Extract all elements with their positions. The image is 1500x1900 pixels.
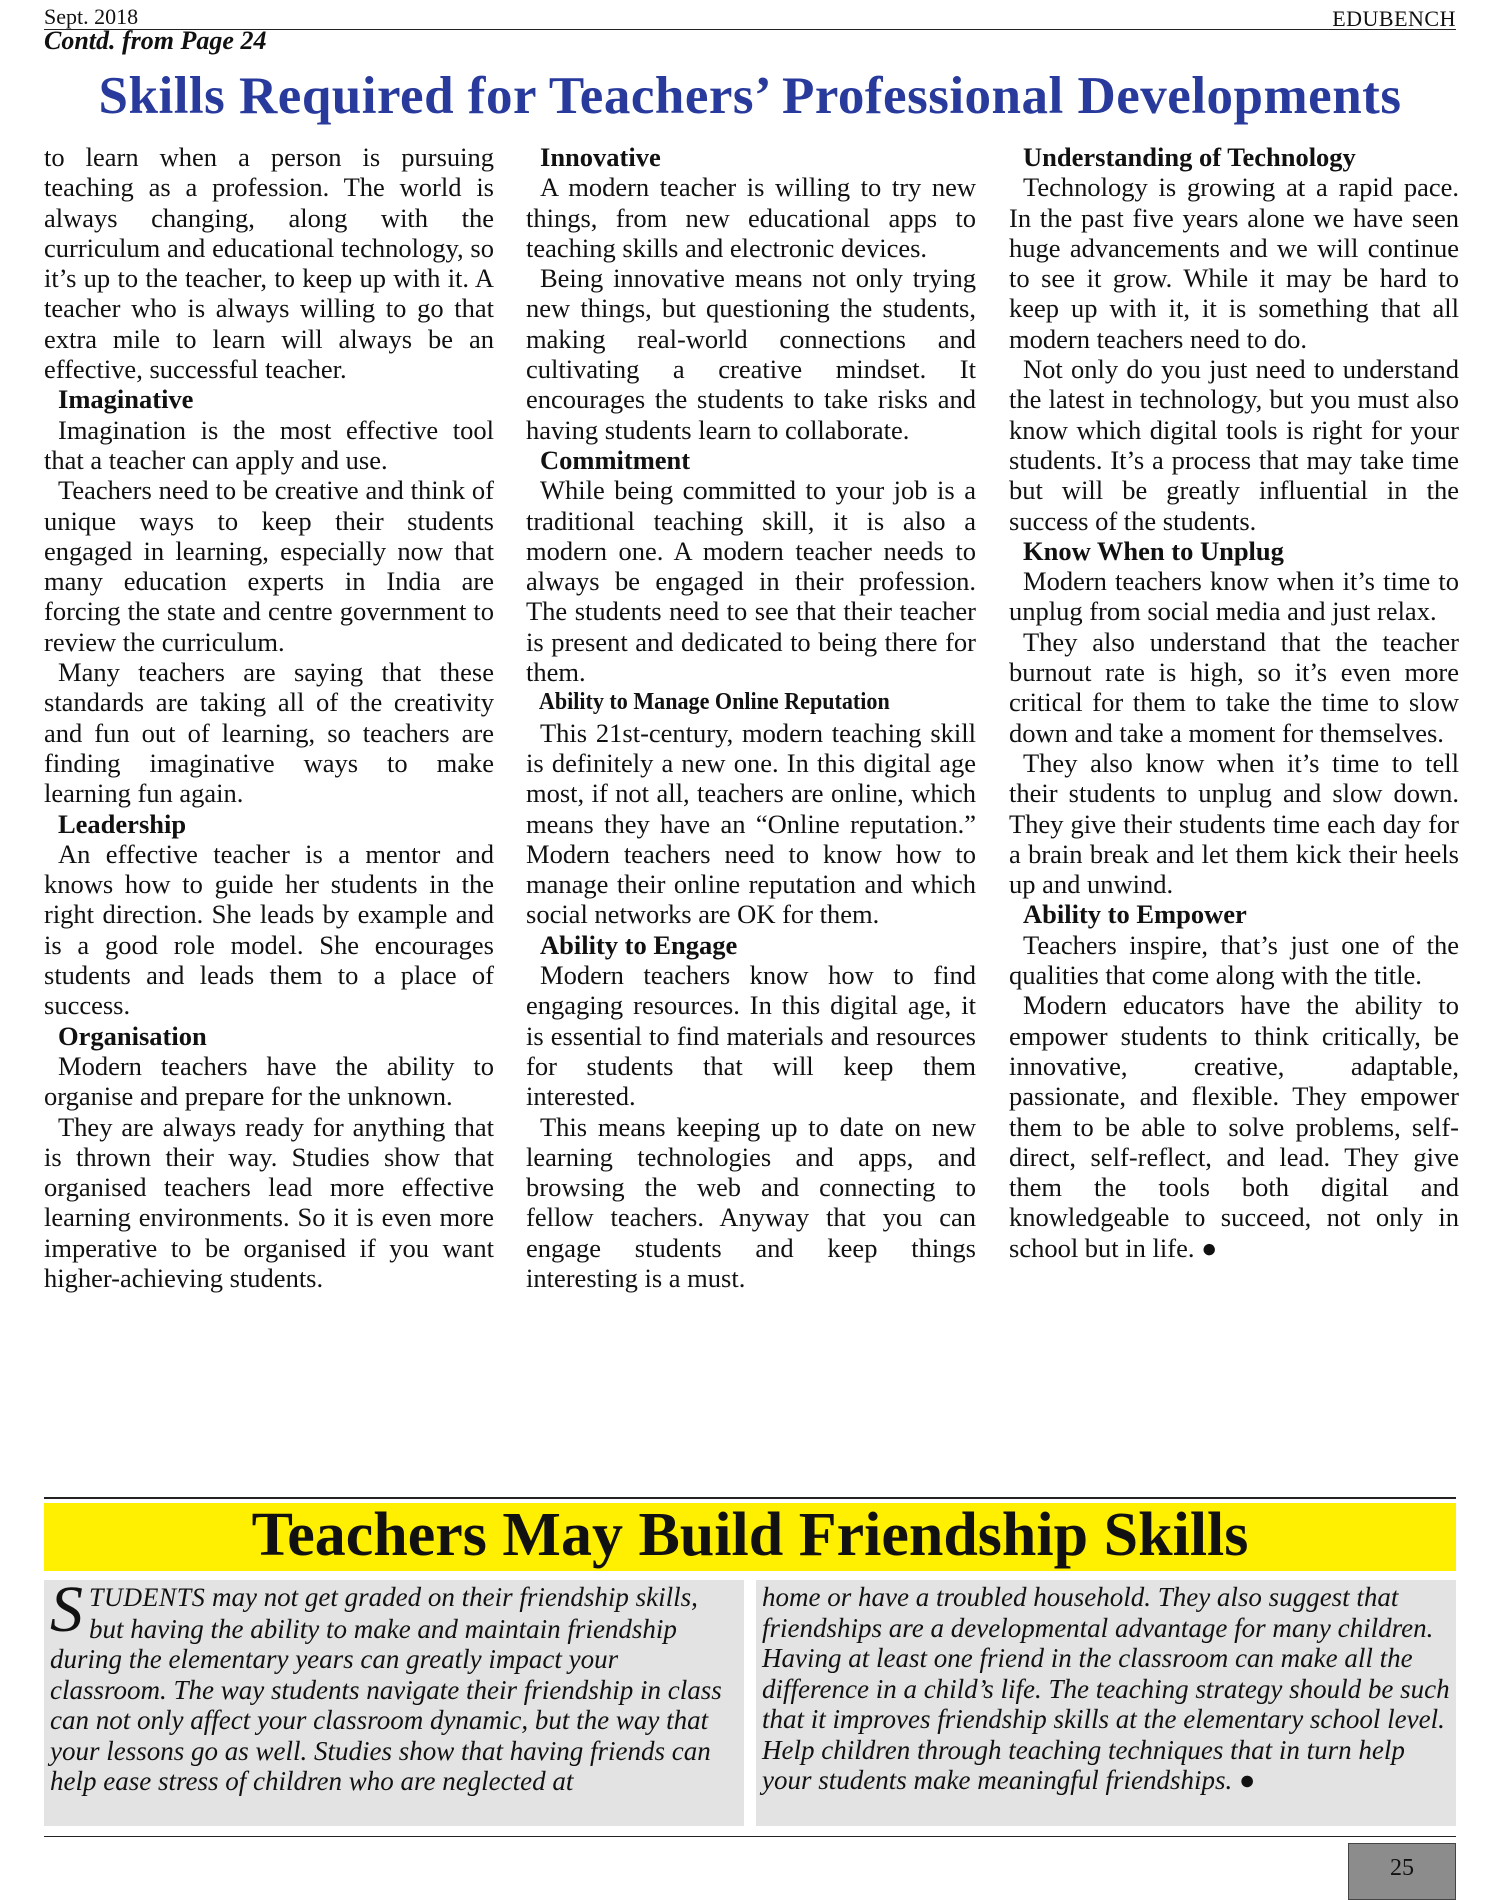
paragraph: They also know when it’s time to tell their students to unplug and slow down. They give their students time each day for a brain break and let them kick their heels up and unwind. <box>1009 747 1459 900</box>
section-divider <box>44 1497 1456 1499</box>
page-number: 25 <box>1348 1843 1456 1900</box>
paragraph: They also understand that the teacher burnout rate is high, so it’s even more critical for them to take the time to slow down and take a moment for themselves. <box>1009 626 1459 748</box>
paragraph-text: Modern educators have the ability to empower students to think critically, be innovative, creative, adaptable, passionate, and flexible. They empower them to be able to solve problems, self-direct, self-reflect, and lead. They give them the tools both digital and knowledgeable to succeed, not only in school but in life. <box>1009 990 1459 1263</box>
sidebar-box-right <box>756 1580 1456 1826</box>
sidebar-title: Teachers May Build Friendship Skills <box>251 1501 1249 1569</box>
lead-caps: TUDENTS <box>89 1583 206 1612</box>
section-heading-technology: Understanding of Technology <box>1023 142 1356 172</box>
publication-name: EDUBENCH <box>1332 6 1456 31</box>
end-mark-icon: ● <box>1201 1232 1218 1263</box>
paragraph: Imagination is the most effective tool that a teacher can apply and use. <box>44 414 494 475</box>
section-heading-innovative: Innovative <box>540 142 661 172</box>
paragraph: Being innovative means not only trying new things, but questioning the students, making real-world connections and cultivating a creative mindset. It encourages the students to take risks and having students learn to collaborate. <box>526 263 976 445</box>
article-title: Skills Required for Teachers’ Professional Developments <box>98 67 1402 125</box>
sidebar-text-right: home or have a troubled household. They also suggest that friendships are a developmental advantage for many children. Having at least one friend in the classroom can make all the difference in a child’s life. The teaching strategy should be such that it improves friendship skills at the elementary school level. Help children through teaching techniques that in turn help your students make meaningful friendships. <box>762 1582 1450 1795</box>
section-heading-empower: Ability to Empower <box>1023 899 1247 930</box>
article-column-2 <box>526 142 976 1293</box>
paragraph: An effective teacher is a mentor and knows how to guide her students in the right direction. She leads by example and is a good role model. She encourages students and leads them to a place of success. <box>44 838 494 1021</box>
paragraph: Teachers need to be creative and think of unique ways to keep their students engaged in learning, especially now that many education experts in India are forcing the state and centre government to review the curriculum. <box>44 475 494 657</box>
paragraph: Many teachers are saying that these standards are taking all of the creativity and fun out of learning, so teachers are finding imaginative ways to make learning fun again. <box>44 657 494 809</box>
article-column-1 <box>44 142 494 1293</box>
article-column-3 <box>1009 142 1459 1263</box>
paragraph: A modern teacher is willing to try new things, from new educational apps to teaching skills and electronic devices. <box>526 172 976 263</box>
paragraph: Modern teachers know how to find engaging resources. In this digital age, it is essential to find materials and resources for students that will keep them interested. <box>526 960 976 1112</box>
continued-from-label: Contd. from Page 24 <box>44 26 267 55</box>
section-heading-commitment: Commitment <box>540 444 691 475</box>
section-heading-imaginative: Imaginative <box>58 384 194 415</box>
drop-cap: S <box>50 1573 83 1646</box>
section-heading-unplug: Know When to Unplug <box>1023 535 1284 566</box>
end-mark-icon: ● <box>1238 1765 1256 1795</box>
paragraph: While being committed to your job is a traditional teaching skill, it is also a modern one. A modern teacher needs to always be engaged in their profession. The students need to see that their teacher is present and dedicated to being there for them. <box>526 475 976 688</box>
footer-divider <box>44 1836 1456 1837</box>
paragraph: Teachers inspire, that’s just one of the qualities that come along with the title. <box>1009 929 1459 991</box>
paragraph: This 21st-century, modern teaching skill is definitely a new one. In this digital age most, if not all, teachers are online, which means they have an “Online reputation.” Modern teachers need to know how to manage their online reputation and which social networks are OK for them. <box>526 717 976 930</box>
sidebar-box-left <box>44 1573 744 1826</box>
section-heading-engage: Ability to Engage <box>540 929 738 960</box>
paragraph: This means keeping up to date on new learning technologies and apps, and browsing the web and connecting to fellow teachers. Anyway that you can engage students and keep things interesting is a must. <box>526 1111 976 1293</box>
paragraph: Technology is growing at a rapid pace. In the past five years alone we have seen huge advancements and we will continue to see it grow. While it may be hard to keep up with it, it is something that all modern teachers need to do. <box>1009 172 1459 354</box>
section-heading-organisation: Organisation <box>58 1020 207 1051</box>
section-heading-leadership: Leadership <box>58 808 187 839</box>
paragraph: to learn when a person is pursuing teaching as a profession. The world is always changing, along with the curriculum and educational technology, so it’s up to the teacher, to keep up with it. A teacher who is always willing to go that extra mile to learn will always be an effective, successful teacher. <box>44 142 494 385</box>
sidebar-text-left: may not get graded on their friendship skills, but having the ability to make and maintain friendship during the elementary years can greatly impact your classroom. The way students navigate their friendship in class can not only affect your classroom dynamic, but the way that your lessons go as well. Studies show that having friends can help ease stress of children who are neglected at <box>50 1582 722 1796</box>
section-heading-online-reputation: Ability to Manage Online Reputation <box>538 689 890 716</box>
issue-date: Sept. 2018 <box>44 4 139 29</box>
paragraph: They are always ready for anything that is thrown their way. Studies show that organised teachers lead more effective learning environments. So it is even more imperative to be organised if you want higher-achieving students. <box>44 1111 494 1293</box>
paragraph-final <box>1009 990 1459 1263</box>
paragraph: Modern teachers have the ability to organise and prepare for the unknown. <box>44 1050 494 1112</box>
paragraph: Not only do you just need to understand the latest in technology, but you must also know which digital tools is right for your students. It’s a process that may take time but will be greatly influential in the success of the students. <box>1009 354 1459 536</box>
paragraph: Modern teachers know when it’s time to unplug from social media and just relax. <box>1009 566 1459 627</box>
